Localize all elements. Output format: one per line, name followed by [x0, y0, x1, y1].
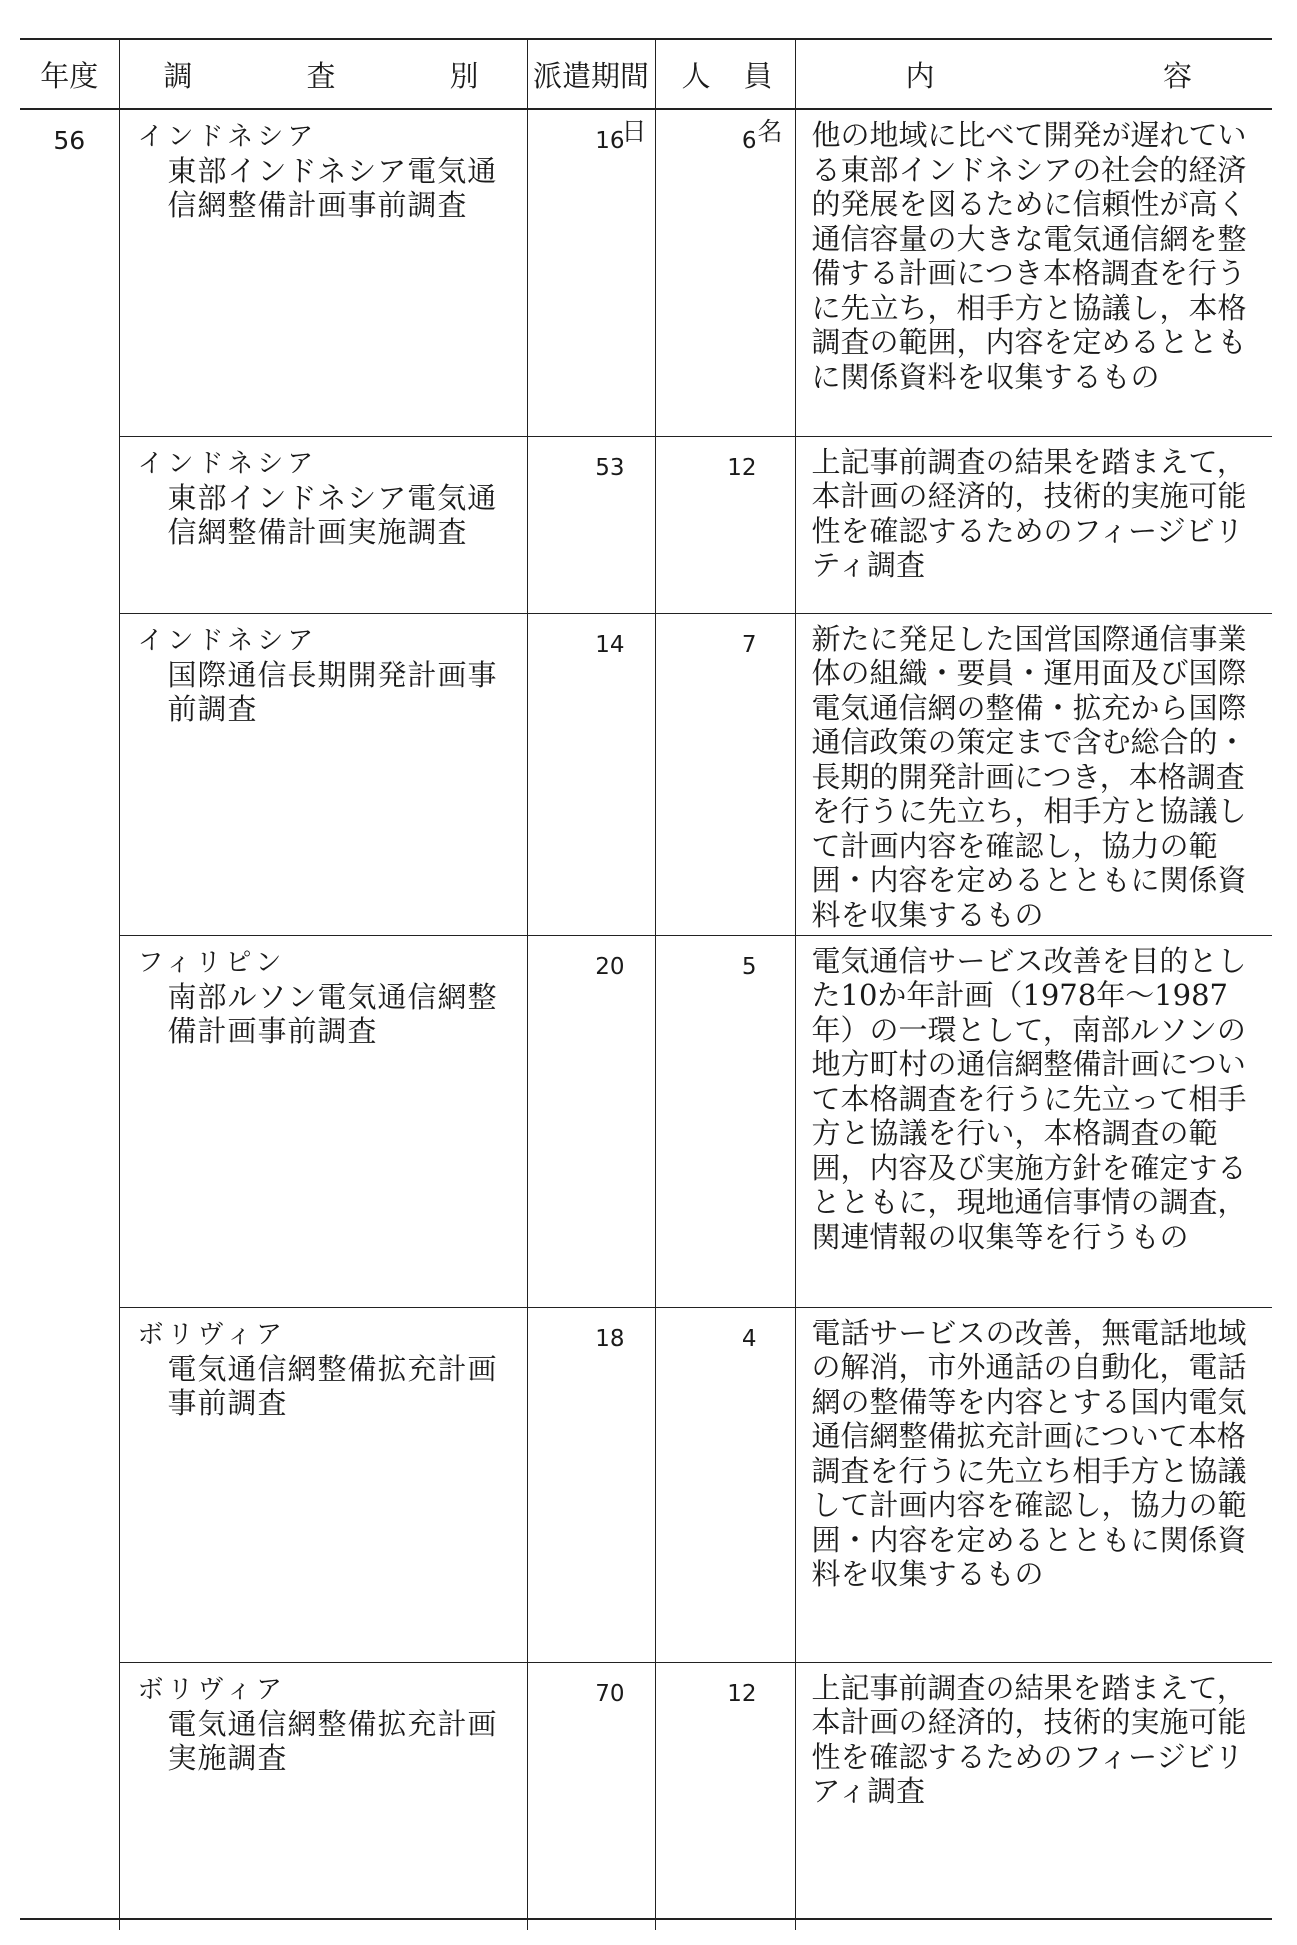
survey-country: フィリピン [137, 947, 286, 978]
staff-cell [655, 1662, 795, 1930]
survey-title: 南部ルソン電気通信網整備計画事前調査 [167, 979, 498, 1048]
survey-cell [119, 1307, 527, 1662]
staff-cell [655, 935, 795, 1307]
header-content-char: 内 [905, 58, 935, 93]
table-row [20, 436, 1272, 613]
staff-value: 4 [741, 1325, 757, 1352]
survey-country: ボリヴィア [137, 1319, 286, 1350]
period-value: 20 [595, 953, 625, 980]
survey-country: インドネシア [137, 448, 318, 479]
header-survey-char: 査 [306, 58, 336, 93]
survey-title: 電気通信網整備拡充計画実施調査 [167, 1706, 498, 1775]
staff-cell [655, 436, 795, 613]
header-survey-char: 調 [163, 58, 193, 93]
survey-cell [119, 935, 527, 1307]
header-content-char: 容 [1162, 58, 1192, 93]
table-row [20, 613, 1272, 935]
header-row [20, 39, 1272, 109]
survey-cell [119, 436, 527, 613]
staff-value: 12 [727, 1680, 757, 1707]
staff-unit: 名 [757, 117, 783, 146]
header-year: 年度 [20, 39, 119, 109]
content-cell: 他の地域に比べて開発が遅れている東部インドネシアの社会的経済的発展を図るために信頼性が高く通信容量の大きな電気通信網を整備する計画につき本格調査を行うに先立ち，相手方と協議し，本格調査の範囲，内容を定めるとともに関係資料を収集するもの [795, 109, 1272, 436]
period-value: 14 [595, 631, 625, 658]
staff-value: 6 [741, 128, 757, 154]
survey-country: ボリヴィア [137, 1674, 286, 1705]
content-cell: 電話サービスの改善，無電話地域の解消，市外通話の自動化，電話網の整備等を内容とする国内電気通信網整備拡充計画について本格調査を行うに先立ち相手方と協議して計画内容を確認し，協力の範囲・内容を定めるとともに関係資料を収集するもの [795, 1307, 1272, 1662]
period-cell [527, 1307, 655, 1662]
content-cell: 上記事前調査の結果を踏まえて，本計画の経済的，技術的実施可能性を確認するためのフィージビリアィ調査 [795, 1662, 1272, 1930]
header-staff-char: 員 [743, 58, 773, 93]
staff-cell [655, 1307, 795, 1662]
period-cell [527, 436, 655, 613]
staff-value: 5 [741, 953, 757, 980]
table-row [20, 1307, 1272, 1662]
header-content [795, 39, 1272, 109]
period-value: 70 [595, 1680, 625, 1707]
content-cell: 新たに発足した国営国際通信事業体の組織・要員・運用面及び国際電気通信網の整備・拡充から国際通信政策の策定まで含む総合的・長期的開発計画につき，本格調査を行うに先立ち，相手方と協議して計画内容を確認し，協力の範囲・内容を定めるとともに関係資料を収集するもの [795, 613, 1272, 935]
content-cell: 上記事前調査の結果を踏まえて，本計画の経済的，技術的実施可能性を確認するためのフィージビリティ調査 [795, 436, 1272, 613]
survey-table [20, 38, 1272, 1930]
period-value: 18 [595, 1325, 625, 1352]
period-value: 53 [595, 454, 625, 481]
survey-title: 東部インドネシア電気通信網整備計画事前調査 [167, 154, 498, 222]
period-cell [527, 613, 655, 935]
bottom-rule [20, 1918, 1272, 1920]
period-cell [527, 1662, 655, 1930]
survey-country: インドネシア [137, 122, 318, 152]
header-staff [655, 39, 795, 109]
table-row [20, 1662, 1272, 1930]
staff-value: 7 [741, 631, 757, 658]
survey-title: 国際通信長期開発計画事前調査 [167, 657, 498, 726]
period-cell [527, 935, 655, 1307]
year-cell: 56 [20, 109, 119, 1930]
survey-cell [119, 109, 527, 436]
header-period: 派遣期間 [527, 39, 655, 109]
header-survey-char: 別 [449, 58, 479, 93]
content-cell: 電気通信サービス改善を目的とした10か年計画（1978年～1987年）の一環として，南部ルソンの地方町村の通信網整備計画について本格調査を行うに先立って相手方と協議を行い，本格調査の範囲，内容及び実施方針を確定するとともに，現地通信事情の調査，関連情報の収集等を行うもの [795, 935, 1272, 1307]
survey-country: インドネシア [137, 625, 318, 656]
period-value: 16 [595, 128, 625, 154]
period-unit: 日 [621, 117, 647, 146]
staff-cell [655, 109, 795, 436]
survey-cell [119, 1662, 527, 1930]
header-survey [119, 39, 527, 109]
survey-cell [119, 613, 527, 935]
staff-cell [655, 613, 795, 935]
table-row [20, 109, 1272, 436]
table-row [20, 935, 1272, 1307]
survey-title: 電気通信網整備拡充計画事前調査 [167, 1351, 498, 1420]
survey-title: 東部インドネシア電気通信網整備計画実施調査 [167, 480, 498, 549]
period-cell [527, 109, 655, 436]
header-staff-char: 人 [681, 58, 711, 93]
staff-value: 12 [727, 454, 757, 481]
